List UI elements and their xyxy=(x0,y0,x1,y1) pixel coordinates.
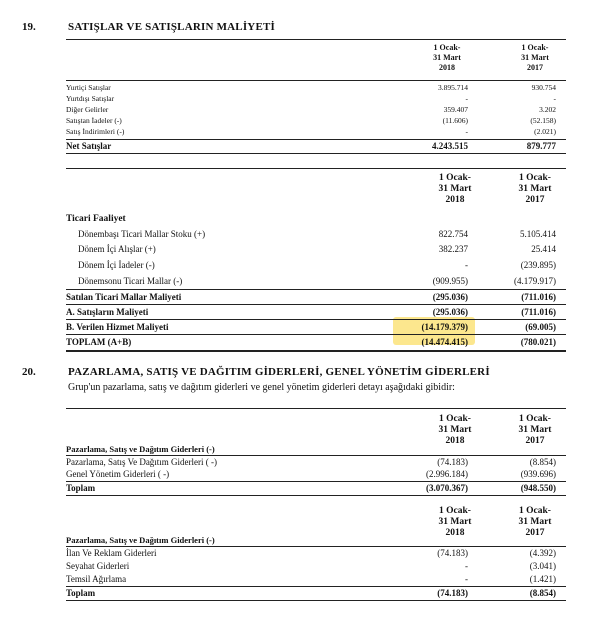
divider xyxy=(66,304,566,305)
value-2017: (8.854) xyxy=(529,457,556,467)
row-label: Pazarlama, Satış Ve Dağıtım Giderleri ( -) xyxy=(66,457,218,467)
value-2018: (295.036) xyxy=(432,292,468,302)
value-2018: - xyxy=(465,260,468,270)
value-2018: - xyxy=(465,574,468,584)
header-line: 2018 xyxy=(445,195,465,205)
row-label: Dönembaşı Ticari Mallar Stoku (+) xyxy=(78,229,206,239)
section-20-number: 20. xyxy=(22,366,36,378)
value-2018: - xyxy=(465,561,468,571)
divider xyxy=(66,350,566,352)
value-2017: 3.202 xyxy=(539,105,556,114)
row-label: Satılan Ticari Mallar Maliyeti xyxy=(66,292,182,302)
divider xyxy=(66,495,566,496)
section-19-number: 19. xyxy=(22,21,36,33)
divider xyxy=(66,153,566,154)
header-line: 1 Ocak- xyxy=(433,43,461,52)
column-header-2017 xyxy=(500,43,570,73)
row-label: İlan Ve Reklam Giderleri xyxy=(66,548,157,558)
divider xyxy=(66,600,566,601)
value-2017: (2.021) xyxy=(534,127,556,136)
divider xyxy=(66,80,566,81)
header-line: 1 Ocak- xyxy=(519,173,551,183)
value-2018: (11.606) xyxy=(442,116,468,125)
header-line: 31 Mart xyxy=(438,184,472,194)
value-2018: (14.179.379) xyxy=(421,322,468,332)
value-2018: - xyxy=(465,127,468,136)
column-header-2017 xyxy=(500,414,570,447)
divider xyxy=(66,481,566,482)
value-2017: 930.754 xyxy=(531,83,556,92)
column-header-2018 xyxy=(412,43,482,73)
value-2017: (52.158) xyxy=(530,116,556,125)
value-2018: 3.895.714 xyxy=(438,83,468,92)
group-label: Pazarlama, Satış ve Dağıtım Giderleri (-) xyxy=(66,535,215,545)
value-2018: (74.183) xyxy=(437,457,468,467)
column-header-2017 xyxy=(500,173,570,206)
value-2017: - xyxy=(553,94,556,103)
header-line: 31 Mart xyxy=(521,53,549,62)
row-label: Dönemsonu Ticari Mallar (-) xyxy=(78,276,183,286)
divider xyxy=(66,586,566,587)
row-label: B. Verilen Hizmet Maliyeti xyxy=(66,322,169,332)
value-2018: - xyxy=(465,94,468,103)
divider xyxy=(66,319,566,320)
row-label: Temsil Ağırlama xyxy=(66,574,127,584)
value-2017: (4.179.917) xyxy=(514,276,556,286)
value-2017: (1.421) xyxy=(529,574,556,584)
header-line: 31 Mart xyxy=(438,425,472,435)
header-line: 31 Mart xyxy=(438,517,472,527)
header-line: 31 Mart xyxy=(433,53,461,62)
value-2018: 822.754 xyxy=(438,229,468,239)
value-2018: 359.407 xyxy=(443,105,468,114)
header-line: 31 Mart xyxy=(518,517,552,527)
value-2017: (3.041) xyxy=(529,561,556,571)
header-line: 2018 xyxy=(439,63,455,72)
value-2018: (2.996.184) xyxy=(426,469,468,479)
row-label: Satıştan İadeler (-) xyxy=(66,116,122,125)
value-2018: (14.474.415) xyxy=(421,337,468,347)
value-2017: (711.016) xyxy=(521,307,556,317)
divider xyxy=(66,289,566,290)
divider xyxy=(66,408,566,409)
header-line: 1 Ocak- xyxy=(439,414,471,424)
value-2017: (711.016) xyxy=(521,292,556,302)
group-label: Pazarlama, Satış ve Dağıtım Giderleri (-) xyxy=(66,444,215,454)
header-line: 2017 xyxy=(525,436,545,446)
header-line: 2017 xyxy=(525,528,545,538)
divider xyxy=(66,168,566,169)
value-2018: (74.183) xyxy=(437,588,468,598)
value-2017: (4.392) xyxy=(529,548,556,558)
column-header-2018 xyxy=(420,506,490,539)
column-header-2018 xyxy=(420,173,490,206)
row-label: Diğer Gelirler xyxy=(66,105,109,114)
value-2017: (780.021) xyxy=(520,337,556,347)
value-2017: (8.854) xyxy=(529,588,556,598)
column-header-2018 xyxy=(420,414,490,447)
row-label: Genel Yönetim Giderleri ( -) xyxy=(66,469,170,479)
group-label: Ticari Faaliyet xyxy=(66,214,126,224)
header-line: 2017 xyxy=(527,63,543,72)
header-line: 2018 xyxy=(445,528,465,538)
value-2017: (939.696) xyxy=(520,469,556,479)
divider xyxy=(66,139,566,140)
value-2017: (239.895) xyxy=(520,260,556,270)
header-line: 2017 xyxy=(525,195,545,205)
row-label: Toplam xyxy=(66,483,96,493)
section-19-title: SATIŞLAR VE SATIŞLARIN MALİYETİ xyxy=(68,21,276,33)
value-2018: 4.243.515 xyxy=(432,141,468,151)
row-label: Toplam xyxy=(66,588,96,598)
section-20-intro: Grup'un pazarlama, satış ve dağıtım giderleri ve genel yönetim giderleri detayı aşağıdaki gibidir: xyxy=(68,382,455,393)
row-label: TOPLAM (A+B) xyxy=(66,337,132,347)
row-label: Satış İndirimleri (-) xyxy=(66,127,125,136)
value-2018: (3.070.367) xyxy=(426,483,468,493)
header-line: 1 Ocak- xyxy=(519,506,551,516)
header-line: 31 Mart xyxy=(518,425,552,435)
header-line: 1 Ocak- xyxy=(519,414,551,424)
value-2017: (69.005) xyxy=(525,322,556,332)
row-label: Dönem İçi Alışlar (+) xyxy=(78,244,156,254)
divider xyxy=(66,39,566,40)
row-label: Yurtdışı Satışlar xyxy=(66,94,115,103)
value-2017: 879.777 xyxy=(526,141,556,151)
value-2018: (295.036) xyxy=(432,307,468,317)
section-20-title: PAZARLAMA, SATIŞ VE DAĞITIM GİDERLERİ, GENEL YÖNETİM GİDERLERİ xyxy=(68,366,490,378)
value-2017: (948.550) xyxy=(520,483,556,493)
row-label: Net Satışlar xyxy=(66,141,112,151)
header-line: 1 Ocak- xyxy=(521,43,549,52)
divider xyxy=(66,334,566,335)
row-label: Yurtiçi Satışlar xyxy=(66,83,111,92)
value-2018: (74.183) xyxy=(437,548,468,558)
value-2017: 25.414 xyxy=(531,244,556,254)
header-line: 31 Mart xyxy=(518,184,552,194)
column-header-2017 xyxy=(500,506,570,539)
header-line: 1 Ocak- xyxy=(439,506,471,516)
value-2017: 5.105.414 xyxy=(520,229,556,239)
header-line: 1 Ocak- xyxy=(439,173,471,183)
row-label: Seyahat Giderleri xyxy=(66,561,130,571)
row-label: A. Satışların Maliyeti xyxy=(66,307,149,317)
row-label: Dönem İçi İadeler (-) xyxy=(78,260,155,270)
divider xyxy=(66,546,566,547)
value-2018: 382.237 xyxy=(438,244,468,254)
divider xyxy=(66,455,566,456)
header-line: 2018 xyxy=(445,436,465,446)
value-2018: (909.955) xyxy=(432,276,468,286)
